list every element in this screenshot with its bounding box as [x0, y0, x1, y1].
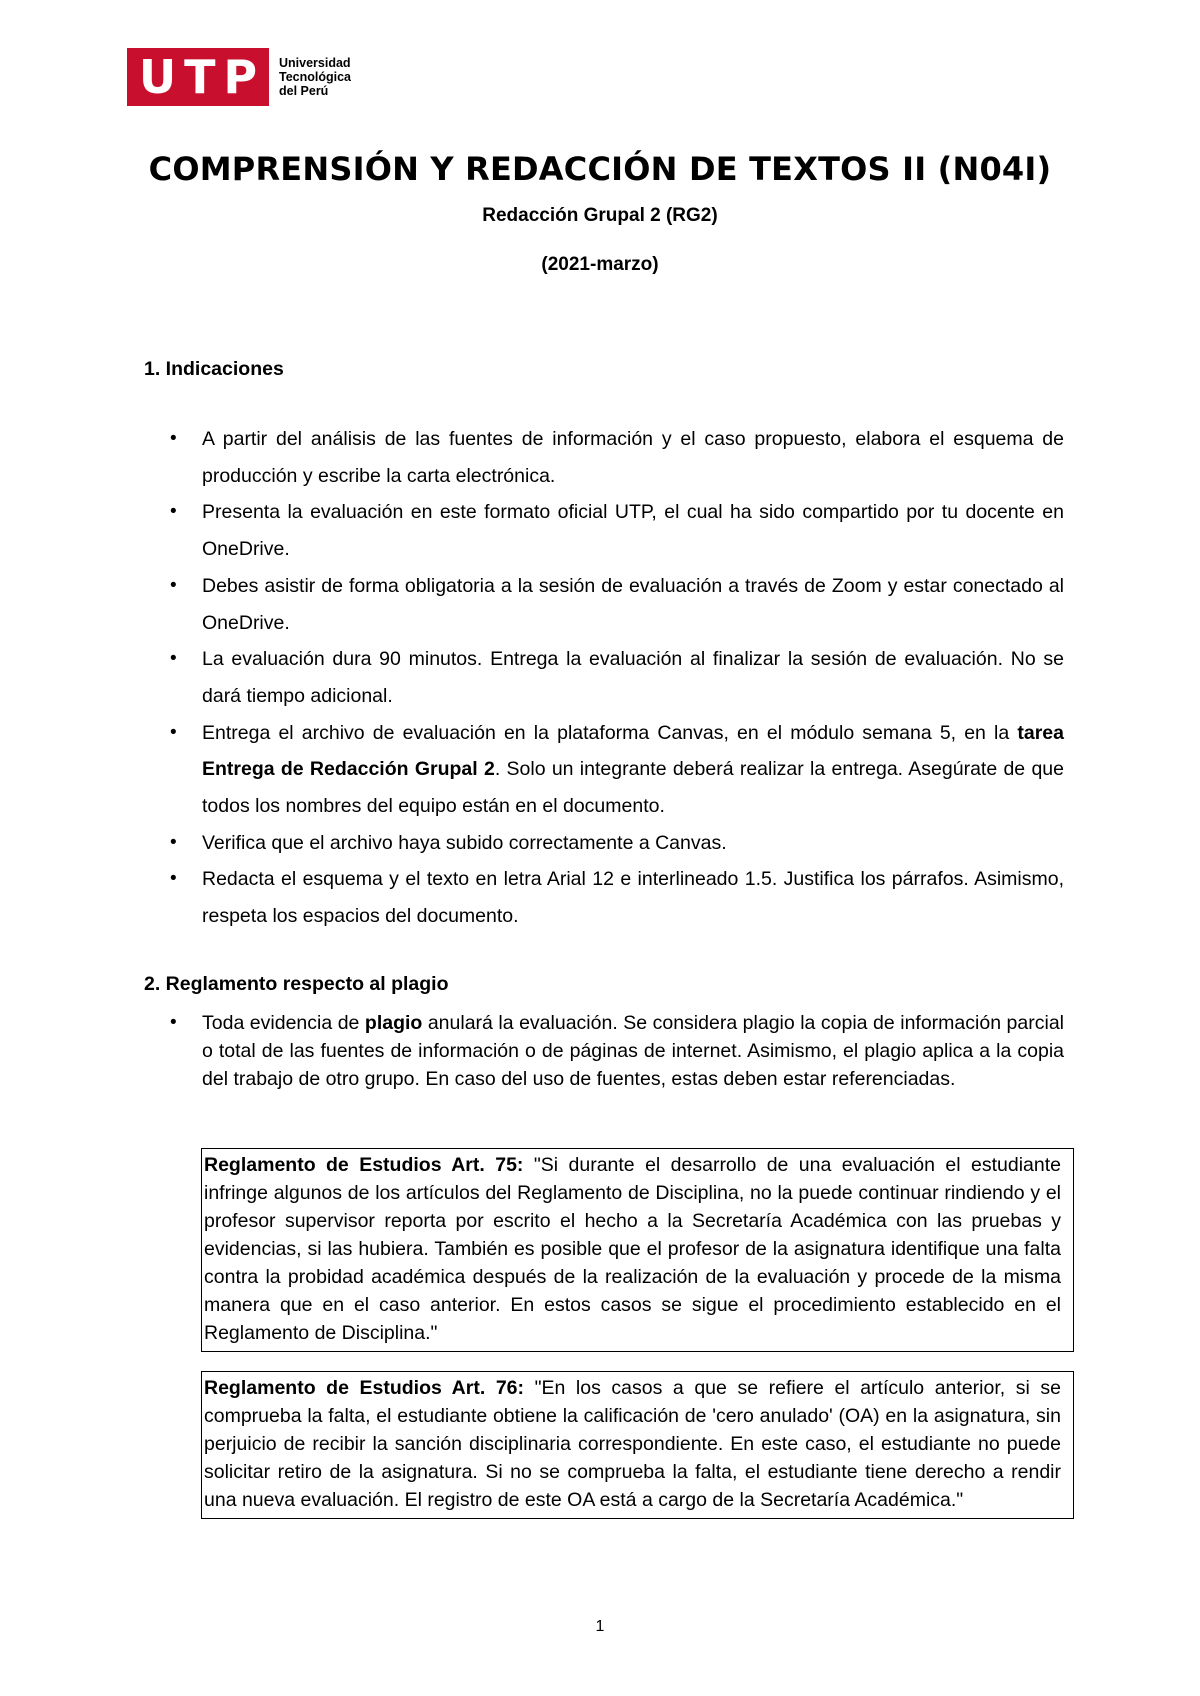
item-text: Entrega el archivo de evaluación en la plataforma Canvas, en el módulo semana 5, en la	[202, 721, 1018, 744]
logo-letter-t: T	[184, 50, 216, 104]
section-heading-plagio: 2. Reglamento respecto al plagio	[144, 973, 449, 995]
logo-letter-u: U	[138, 50, 177, 104]
indicaciones-list	[144, 421, 1064, 935]
logo-text-line: del Perú	[279, 84, 329, 98]
item-bold-text: tarea Entrega de Redacción Grupal 2	[202, 721, 1064, 781]
document-subtitle: Redacción Grupal 2 (RG2)	[482, 205, 718, 226]
rule-label: Reglamento de Estudios Art. 75:	[204, 1154, 524, 1176]
rule-text: "En los casos a que se refiere el artículo anterior, si se comprueba la falta, el estudiante obtiene la calificación de 'cero anulado' (OA) en la asignatura, sin perjuicio de recibir la sanción disciplinaria correspondiente. En este caso, el estudiante no puede solicitar retiro de la asignatura. Si no se comprueba la falta, el estudiante tiene derecho a rendir una nueva evaluación. El registro de este OA está a cargo de la Secretaría Académica."	[204, 1377, 1061, 1511]
list-item: • Redacta el esquema y el texto en letra Arial 12 e interlineado 1.5. Justifica los párrafos. Asimismo, respeta los espacios del documento.	[144, 861, 1064, 934]
list-item: • Presenta la evaluación en este formato oficial UTP, el cual ha sido compartido por tu docente en OneDrive.	[144, 494, 1064, 567]
logo-letter-p: P	[223, 50, 258, 104]
plagio-list	[144, 1009, 1064, 1093]
item-text: . Solo un integrante deberá realizar la entrega. Asegúrate de que todos los nombres del equipo están en el documento.	[202, 758, 1064, 818]
utp-logo	[127, 48, 351, 106]
section-heading-indicaciones: 1. Indicaciones	[144, 358, 284, 380]
page-number: 1	[595, 1618, 605, 1635]
rule-label: Reglamento de Estudios Art. 76:	[204, 1377, 525, 1399]
rule-text: "Si durante el desarrollo de una evaluación el estudiante infringe algunos de los artículos del Reglamento de Disciplina, no la puede continuar rindiendo y el profesor supervisor reporta por escrito el hecho a la Secretaría Académica con las pruebas y evidencias, si las hubiera. También es posible que el profesor de la asignatura identifique una falta contra la probidad académica después de la realización de la evaluación y procede de la misma manera que en el caso anterior. En estos casos se sigue el procedimiento establecido en el Reglamento de Disciplina."	[204, 1154, 1061, 1344]
list-item: • Debes asistir de forma obligatoria a la sesión de evaluación a través de Zoom y estar conectado al OneDrive.	[144, 568, 1064, 641]
list-item	[144, 715, 1064, 825]
rule-box-art-75	[201, 1148, 1074, 1352]
logo-text	[279, 56, 351, 98]
list-item: • A partir del análisis de las fuentes de información y el caso propuesto, elabora el esquema de producción y escribe la carta electrónica.	[144, 421, 1064, 494]
logo-mark	[127, 48, 269, 106]
document-date: (2021-marzo)	[541, 254, 659, 275]
list-item: • La evaluación dura 90 minutos. Entrega la evaluación al finalizar la sesión de evaluación. No se dará tiempo adicional.	[144, 641, 1064, 714]
rule-box-art-76	[201, 1371, 1074, 1519]
logo-text-line: Tecnológica	[279, 70, 352, 84]
list-item: • Verifica que el archivo haya subido correctamente a Canvas.	[144, 825, 1064, 862]
item-text: anulará la evaluación. Se considera plagio la copia de información parcial o total de las fuentes de información o de páginas de internet. Asimismo, el plagio aplica a la copia del trabajo de otro grupo. En caso del uso de fuentes, estas deben estar referenciadas.	[202, 1012, 1064, 1090]
document-title: COMPRENSIÓN Y REDACCIÓN DE TEXTOS II (N04I)	[148, 150, 1052, 188]
item-bold-text: plagio	[364, 1012, 423, 1034]
logo-text-line: Universidad	[279, 56, 351, 70]
item-text: Toda evidencia de	[202, 1012, 365, 1034]
list-item	[144, 1009, 1064, 1093]
